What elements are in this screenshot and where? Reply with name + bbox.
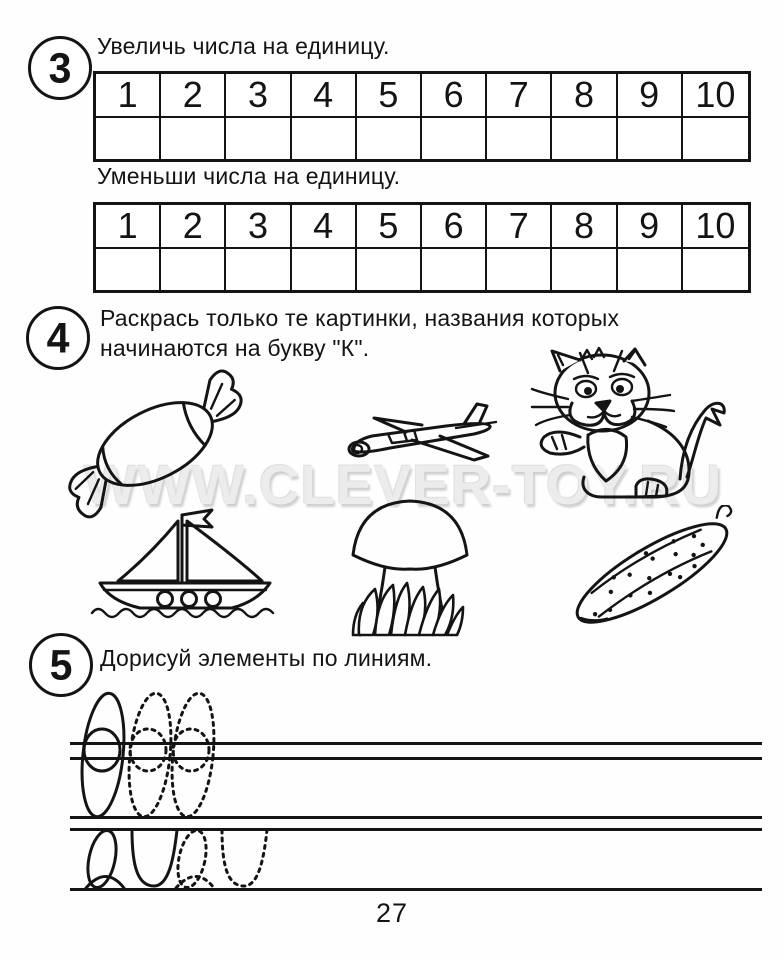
task-3-badge xyxy=(28,36,92,100)
table-cell: 2 xyxy=(161,205,226,249)
table-cell: 3 xyxy=(226,205,291,249)
page-number: 27 xyxy=(375,898,409,928)
watermark-text: WWW.CLEVER-TOY.RU xyxy=(84,453,723,516)
table-cell: 10 xyxy=(683,205,748,249)
table-cell: 7 xyxy=(487,74,552,118)
numbers-table-increase xyxy=(93,71,751,162)
table-cell-empty xyxy=(292,118,357,159)
task-4-instruction-line1: Раскрась только те картинки, названия которых xyxy=(100,305,620,331)
table-cell-empty xyxy=(161,249,226,290)
table-cell-empty xyxy=(683,118,748,159)
table-cell-empty xyxy=(226,249,291,290)
numbers-table-decrease xyxy=(93,202,751,293)
tracing-elements-lower xyxy=(72,829,332,891)
task-4-instruction-line2: начинаются на букву "К". xyxy=(100,335,370,361)
table-cell-empty xyxy=(96,249,161,290)
table-cell-empty xyxy=(226,118,291,159)
picture-mushroom xyxy=(345,493,475,640)
task-3-number: 3 xyxy=(48,43,72,92)
table-cell: 8 xyxy=(552,74,617,118)
table-cell-empty xyxy=(96,118,161,159)
table-cell-empty xyxy=(422,249,487,290)
task-4-badge xyxy=(26,306,90,370)
table-cell: 6 xyxy=(422,74,487,118)
table-cell-empty xyxy=(357,249,422,290)
table-cell-empty xyxy=(552,249,617,290)
table-cell-empty xyxy=(618,249,683,290)
table-cell: 1 xyxy=(96,74,161,118)
table-cell-empty xyxy=(292,249,357,290)
table-cell-empty xyxy=(422,118,487,159)
table-cell: 3 xyxy=(226,74,291,118)
table-cell-empty xyxy=(552,118,617,159)
table-cell: 7 xyxy=(487,205,552,249)
table-cell-empty xyxy=(161,118,226,159)
picture-airplane xyxy=(328,395,498,465)
table-cell-empty xyxy=(618,118,683,159)
task-3-instruction-decrease: Уменьши числа на единицу. xyxy=(97,163,401,189)
picture-cat xyxy=(530,347,742,505)
table-cell: 1 xyxy=(96,205,161,249)
table-cell: 9 xyxy=(618,74,683,118)
tracing-elements-upper xyxy=(75,688,305,820)
picture-boat xyxy=(88,503,283,628)
task-5-instruction: Дорисуй элементы по линиям. xyxy=(100,645,433,671)
picture-candy xyxy=(30,362,265,524)
table-cell: 4 xyxy=(292,205,357,249)
table-cell-empty xyxy=(487,118,552,159)
task-4-number: 4 xyxy=(46,313,70,362)
table-cell: 9 xyxy=(618,205,683,249)
table-cell: 4 xyxy=(292,74,357,118)
table-cell-empty xyxy=(487,249,552,290)
table-cell: 8 xyxy=(552,205,617,249)
table-cell: 5 xyxy=(357,74,422,118)
table-cell: 10 xyxy=(683,74,748,118)
task-5-number: 5 xyxy=(49,640,73,689)
picture-cucumber xyxy=(560,505,745,635)
table-cell: 2 xyxy=(161,74,226,118)
table-cell: 6 xyxy=(422,205,487,249)
table-cell-empty xyxy=(683,249,748,290)
table-cell-empty xyxy=(357,118,422,159)
task-5-badge xyxy=(29,633,93,697)
table-cell: 5 xyxy=(357,205,422,249)
task-3-instruction-increase: Увеличь числа на единицу. xyxy=(97,33,390,59)
